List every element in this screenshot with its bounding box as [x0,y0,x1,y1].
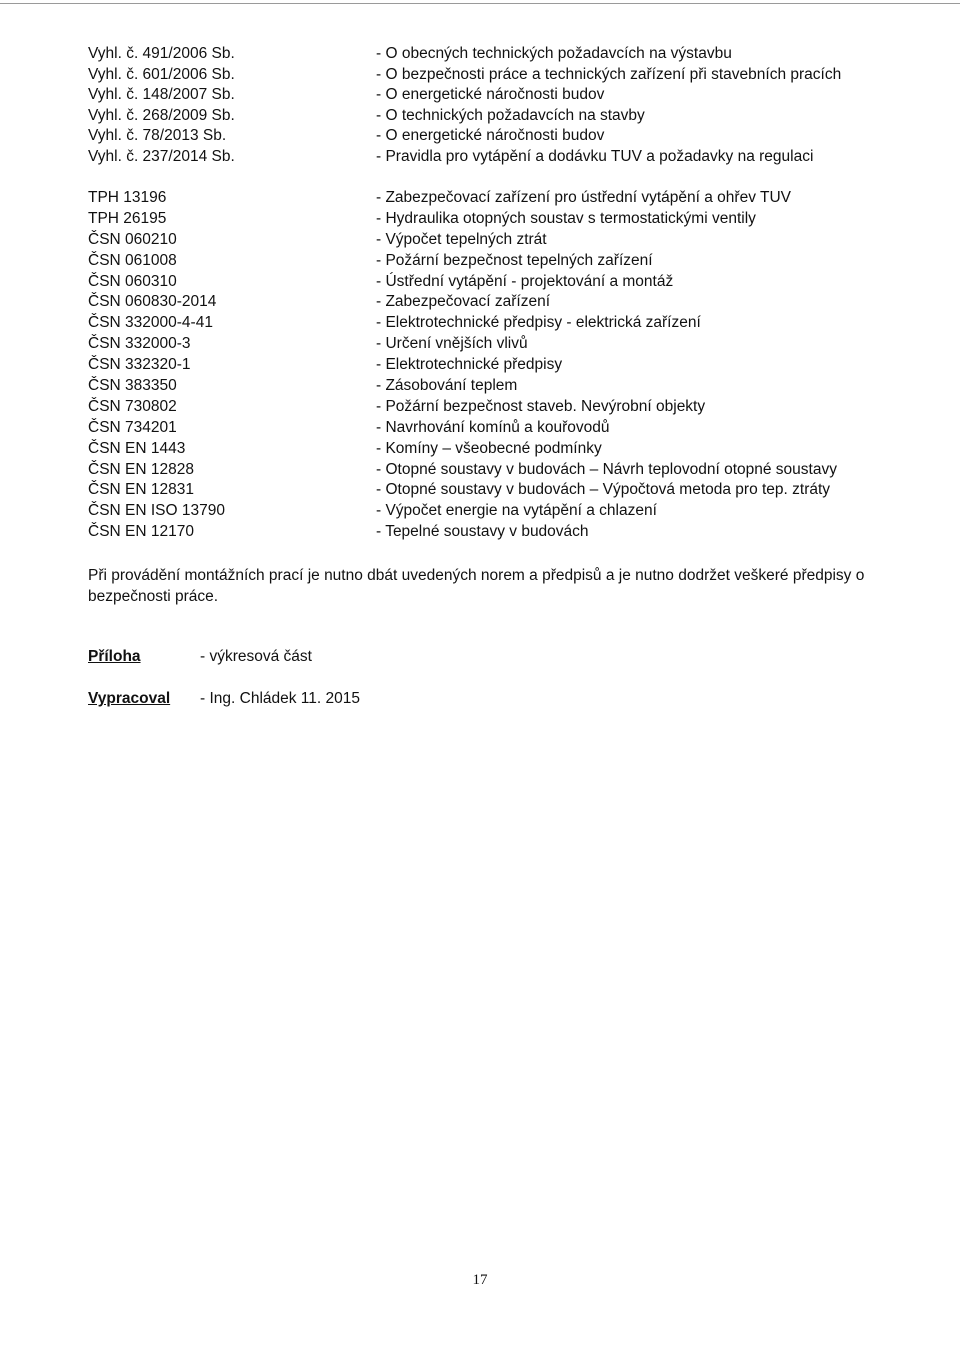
regulation-row [88,126,928,147]
attachment-value: - výkresová část [200,648,312,665]
standard-row [88,272,928,293]
standard-row-code: ČSN 332320-1 [88,356,191,374]
standard-row-code: ČSN 332000-4-41 [88,314,213,332]
standard-row-description: - Tepelné soustavy v budovách [376,523,589,541]
regulation-row [88,44,928,65]
standard-row-description: - Hydraulika otopných soustav s termostatickými ventily [376,209,756,227]
regulation-row-code: Vyhl. č. 148/2007 Sb. [88,86,235,104]
standard-row-code: ČSN 383350 [88,377,177,395]
standard-row [88,418,928,439]
standard-row-description: - Zabezpečovací zařízení pro ústřední vytápění a ohřev TUV [376,189,791,206]
regulation-row-code: Vyhl. č. 78/2013 Sb. [88,127,227,145]
standard-row [88,292,928,313]
standard-row [88,376,928,397]
attachment-line [88,648,312,666]
standard-row-code: ČSN EN 1443 [88,439,186,457]
standard-row-code: ČSN 061008 [88,251,177,269]
standard-row [88,313,928,334]
regulation-row-description: - O energetické náročnosti budov [376,127,605,145]
standard-row-code: ČSN 332000-3 [88,335,191,353]
regulations-list [88,44,928,168]
compliance-note: Při provádění montážních prací je nutno dbát uvedených norem a předpisů a je nutno dodržet veškeré předpisy o bezpečnosti práce. [88,567,865,605]
standard-row [88,230,928,251]
standard-row [88,439,928,460]
author-line [88,690,360,708]
regulation-row-description: - O obecných technických požadavcích na výstavbu [376,45,732,62]
page-number: 17 [472,1272,488,1288]
standard-row [88,355,928,376]
standard-row [88,334,928,355]
regulation-row-description: - O bezpečnosti práce a technických zařízení při stavebních pracích [376,65,842,83]
standard-row-description: - Zásobování teplem [376,377,518,395]
standard-row-description: - Výpočet energie na vytápění a chlazení [376,502,657,520]
standard-row-code: ČSN EN 12831 [88,481,194,499]
regulation-row [88,147,928,168]
standard-row-code: ČSN 060210 [88,230,177,248]
standard-row [88,501,928,522]
standard-row-description: - Otopné soustavy v budovách – Návrh teplovodní otopné soustavy [376,460,837,478]
standard-row-description: - Otopné soustavy v budovách – Výpočtová metoda pro tep. ztráty [376,481,831,499]
regulation-row [88,106,928,127]
regulation-row-description: - O energetické náročnosti budov [376,86,605,104]
standard-row-code: ČSN 060310 [88,272,177,290]
standard-row [88,188,928,209]
standard-row [88,522,928,543]
standard-row-code: ČSN 734201 [88,418,177,436]
standard-row-description: - Určení vnějších vlivů [376,335,528,353]
standard-row-code: ČSN EN ISO 13790 [88,502,225,520]
standard-row-description: - Výpočet tepelných ztrát [376,230,547,248]
standard-row-description: - Elektrotechnické předpisy - elektrická zařízení [376,314,701,332]
regulation-row-code: Vyhl. č. 491/2006 Sb. [88,45,235,62]
standards-list [88,188,928,543]
standard-row-description: - Navrhování komínů a kouřovodů [376,418,610,436]
regulation-row-description: - O technických požadavcích na stavby [376,106,645,124]
standard-row [88,209,928,230]
regulation-row-code: Vyhl. č. 601/2006 Sb. [88,65,235,83]
standard-row [88,460,928,481]
regulation-row [88,65,928,86]
author-value: - Ing. Chládek 11. 2015 [200,690,360,707]
author-label: Vypracoval [88,690,171,707]
regulation-row [88,85,928,106]
standard-row-description: - Elektrotechnické předpisy [376,356,563,374]
standard-row-description: - Požární bezpečnost tepelných zařízení [376,251,653,269]
attachment-label: Příloha [88,648,141,665]
standard-row-code: ČSN EN 12170 [88,523,194,541]
top-rule [0,3,960,4]
standard-row-description: - Komíny – všeobecné podmínky [376,439,602,457]
regulation-row-description: - Pravidla pro vytápění a dodávku TUV a požadavky na regulaci [376,147,814,165]
standard-row [88,251,928,272]
standard-row-description: - Zabezpečovací zařízení [376,293,551,311]
standard-row-code: ČSN 060830-2014 [88,293,217,311]
regulation-row-code: Vyhl. č. 237/2014 Sb. [88,147,235,165]
standard-row [88,480,928,501]
standard-row [88,397,928,418]
standard-row-code: ČSN 730802 [88,397,177,415]
standard-row-description: - Požární bezpečnost staveb. Nevýrobní objekty [376,397,706,415]
regulation-row-code: Vyhl. č. 268/2009 Sb. [88,106,235,124]
standard-row-description: - Ústřední vytápění - projektování a montáž [376,272,674,290]
standard-row-code: TPH 26195 [88,209,167,227]
standard-row-code: ČSN EN 12828 [88,460,194,478]
standard-row-code: TPH 13196 [88,189,167,206]
